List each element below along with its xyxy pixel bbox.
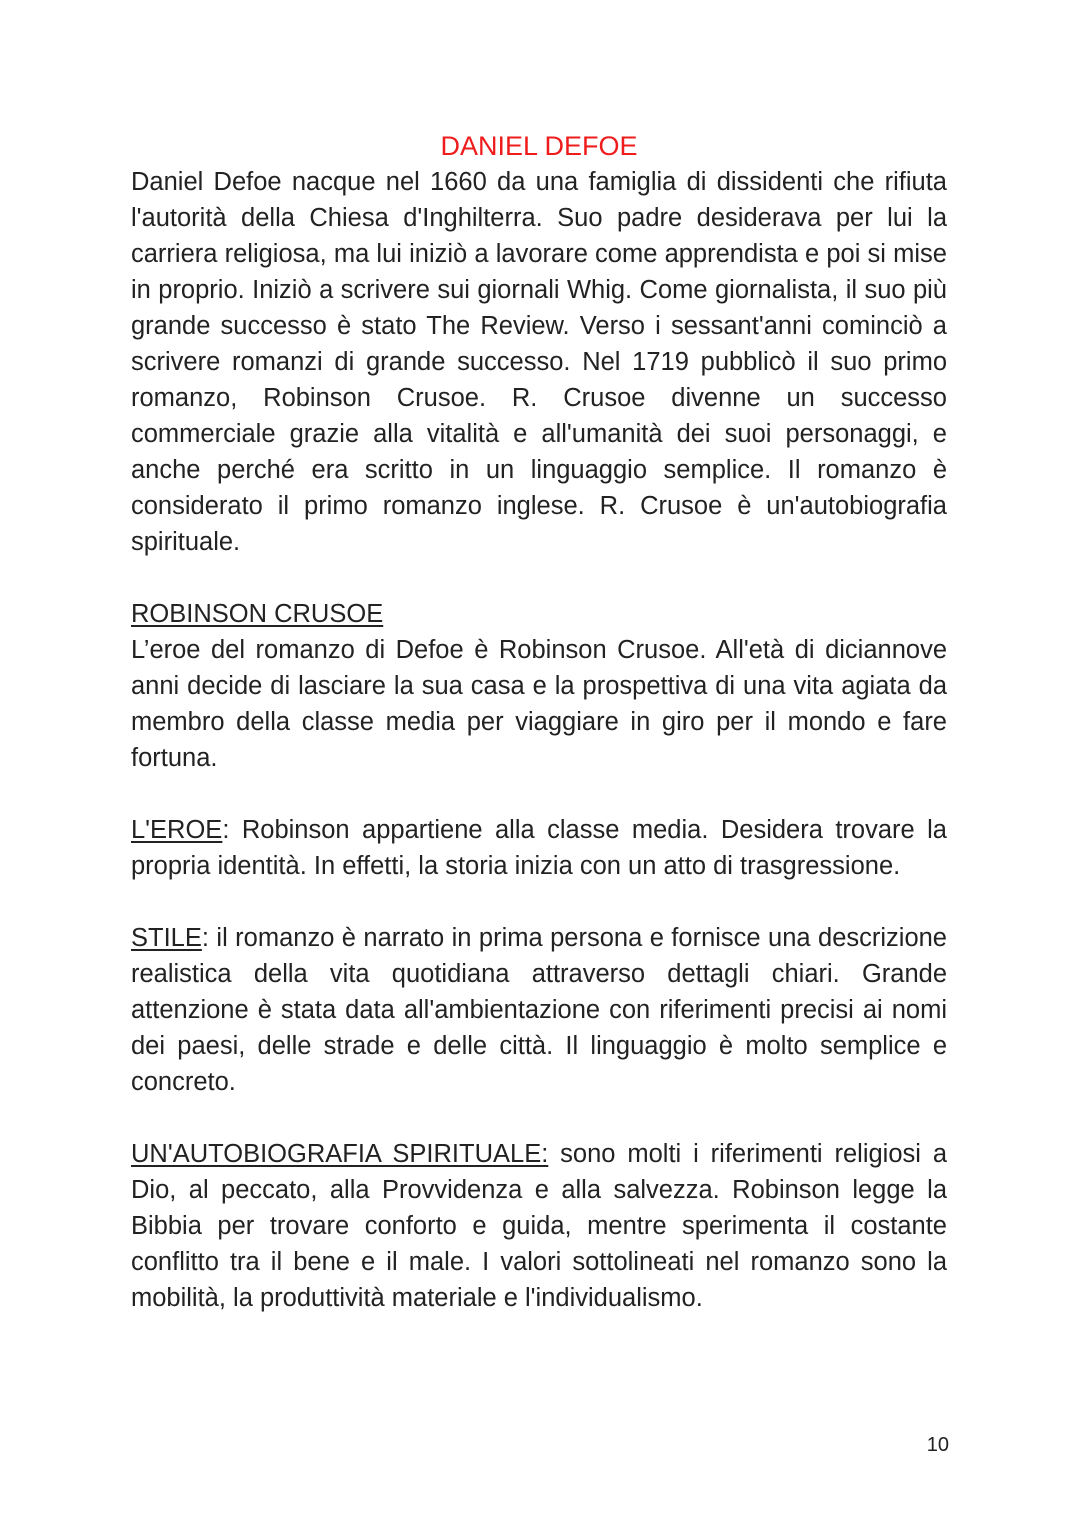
autobiografia-paragraph xyxy=(131,1136,947,1316)
autobiografia-label: UN'AUTOBIOGRAFIA SPIRITUALE: xyxy=(131,1140,549,1168)
autobiografia-text: sono molti i riferimenti religiosi a Dio, al peccato, alla Provvidenza e alla salvezza. Robinson legge la Bibbia per trovare conforto e guida, mentre sperimenta il costante conflitto tra il bene e il male. I valori sottolineati nel romanzo sono la mobilità, la produttività materiale e l'individualismo. xyxy=(131,1140,948,1312)
stile-paragraph xyxy=(131,920,947,1100)
eroe-paragraph xyxy=(131,812,947,884)
eroe-label: L'EROE xyxy=(131,816,223,844)
eroe-separator: : xyxy=(222,816,230,844)
document-page xyxy=(131,128,947,1316)
stile-text: il romanzo è narrato in prima persona e fornisce una descrizione realistica della vita quotidiana attraverso dettagli chiari. Grande attenzione è stata data all'ambientazione con riferimenti precisi ai nomi dei paesi, delle strade e delle città. Il linguaggio è molto semplice e concreto. xyxy=(131,924,947,1096)
stile-label: STILE xyxy=(131,924,202,952)
robinson-crusoe-paragraph: L’eroe del romanzo di Defoe è Robinson Crusoe. All'età di diciannove anni decide di lasciare la sua casa e la prospettiva di una vita agiata da membro della classe media per viaggiare in giro per il mondo e fare fortuna. xyxy=(131,636,947,772)
spacer xyxy=(131,884,947,920)
section-heading-text: ROBINSON CRUSOE xyxy=(131,600,384,628)
document-title: DANIEL DEFOE xyxy=(440,131,638,161)
page-number: 10 xyxy=(926,1434,949,1456)
eroe-text: Robinson appartiene alla classe media. Desidera trovare la propria identità. In effetti, la storia inizia con un atto di trasgressione. xyxy=(131,816,947,880)
spacer xyxy=(131,560,947,596)
spacer xyxy=(131,1100,947,1136)
intro-paragraph: Daniel Defoe nacque nel 1660 da una famiglia di dissidenti che rifiuta l'autorità della Chiesa d'Inghilterra. Suo padre desiderava per lui la carriera religiosa, ma lui iniziò a lavorare come apprendista e poi si mise in proprio. Iniziò a scrivere sui giornali Whig. Come giornalista, il suo più grande successo è stato The Review. Verso i sessant'anni cominciò a scrivere romanzi di grande successo. Nel 1719 pubblicò il suo primo romanzo, Robinson Crusoe. R. Crusoe divenne un successo commerciale grazie alla vitalità e all'umanità dei suoi personaggi, e anche perché era scritto in un linguaggio semplice. Il romanzo è considerato il primo romanzo inglese. R. Crusoe è un'autobiografia spirituale. xyxy=(131,168,947,556)
stile-separator: : xyxy=(201,924,209,952)
spacer xyxy=(131,776,947,812)
section-heading-robinson-crusoe xyxy=(131,596,947,632)
